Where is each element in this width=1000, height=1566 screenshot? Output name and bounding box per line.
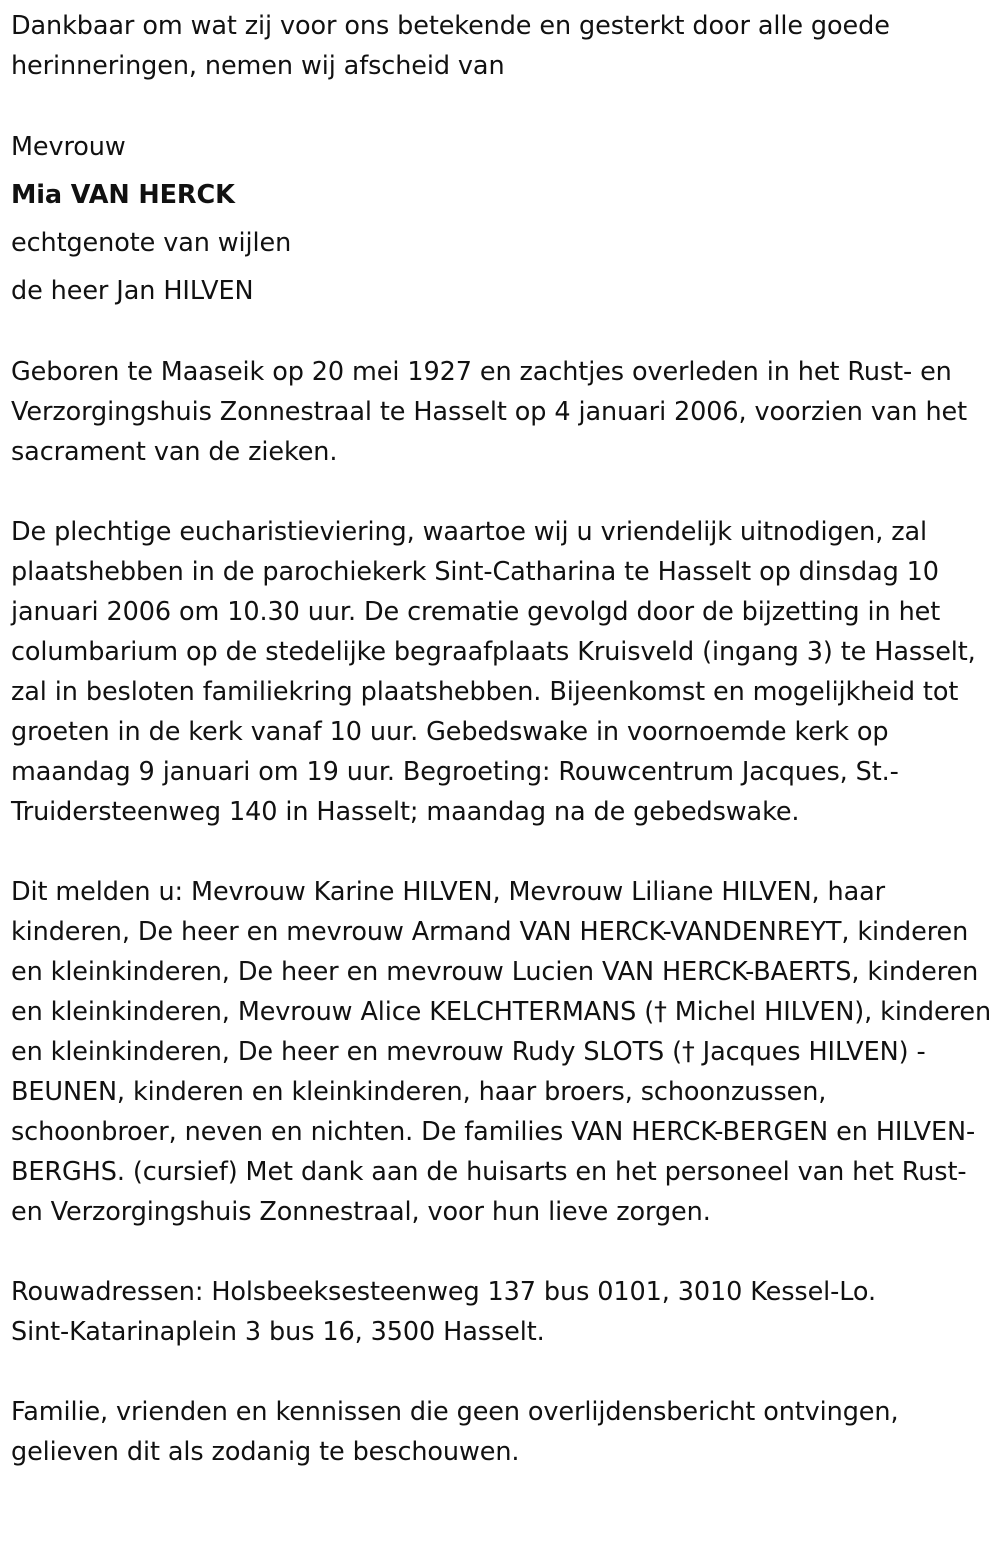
spouse-name: de heer Jan HILVEN <box>11 276 254 306</box>
cross-icon: † <box>682 1037 695 1067</box>
deceased-block <box>11 123 996 315</box>
address-line-1: Rouwadressen: Holsbeeksesteenweg 137 bus 0101, 3010 Kessel-Lo. <box>11 1277 876 1307</box>
honorific: Mevrouw <box>11 132 126 162</box>
closing-paragraph: Familie, vrienden en kennissen die geen overlijdensbericht ontvingen, gelieven dit als zodanig te beschouwen. <box>11 1397 899 1467</box>
intro-paragraph: Dankbaar om wat zij voor ons betekende en gesterkt door alle goede herinneringen, nemen wij afscheid van <box>11 11 890 81</box>
family-text-part2: Michel HILVEN), kinderen en kleinkinderen, De heer en mevrouw Rudy SLOTS ( <box>11 997 992 1067</box>
deceased-name: Mia VAN HERCK <box>11 180 235 210</box>
relation-text: echtgenote van wijlen <box>11 228 292 258</box>
cross-icon: † <box>654 997 667 1027</box>
birth-death-paragraph: Geboren te Maaseik op 20 mei 1927 en zachtjes overleden in het Rust- en Verzorgingshuis Zonnestraal te Hasselt op 4 januari 2006, voorzien van het sacrament van de zieken. <box>11 357 967 467</box>
ceremony-paragraph: De plechtige eucharistieviering, waartoe wij u vriendelijk uitnodigen, zal plaatshebben in de parochiekerk Sint-Catharina te Hasselt op dinsdag 10 januari 2006 om 10.30 uur. De crematie gevolgd door de bijzetting in het columbarium op de stedelijke begraafplaats Kruisveld (ingang 3) te Hasselt, zal in besloten familiekring plaatshebben. Bijeenkomst en mogelijkheid tot groeten in de kerk vanaf 10 uur. Gebedswake in voornoemde kerk op maandag 9 januari om 19 uur. Begroeting: Rouwcentrum Jacques, St.-Truidersteenweg 140 in Hasselt; maandag na de gebedswake. <box>11 517 976 827</box>
address-line-2: Sint-Katarinaplein 3 bus 16, 3500 Hasselt. <box>11 1317 545 1347</box>
family-paragraph <box>11 872 996 1232</box>
addresses-block <box>11 1272 996 1352</box>
death-notice <box>11 6 996 1472</box>
family-text-part3: Jacques HILVEN) - BEUNEN, kinderen en kleinkinderen, haar broers, schoonzussen, schoonbroer, neven en nichten. De families VAN HERCK-BERGEN en HILVEN-BERGHS. (cursief) Met dank aan de huisarts en het personeel van het Rust- en Verzorgingshuis Zonnestraal, voor hun lieve zorgen. <box>11 1037 976 1227</box>
family-text-part1: Dit melden u: Mevrouw Karine HILVEN, Mevrouw Liliane HILVEN, haar kinderen, De heer en mevrouw Armand VAN HERCK-VANDENREYT, kinderen en kleinkinderen, De heer en mevrouw Lucien VAN HERCK-BAERTS, kinderen en kleinkinderen, Mevrouw Alice KELCHTERMANS ( <box>11 877 979 1027</box>
